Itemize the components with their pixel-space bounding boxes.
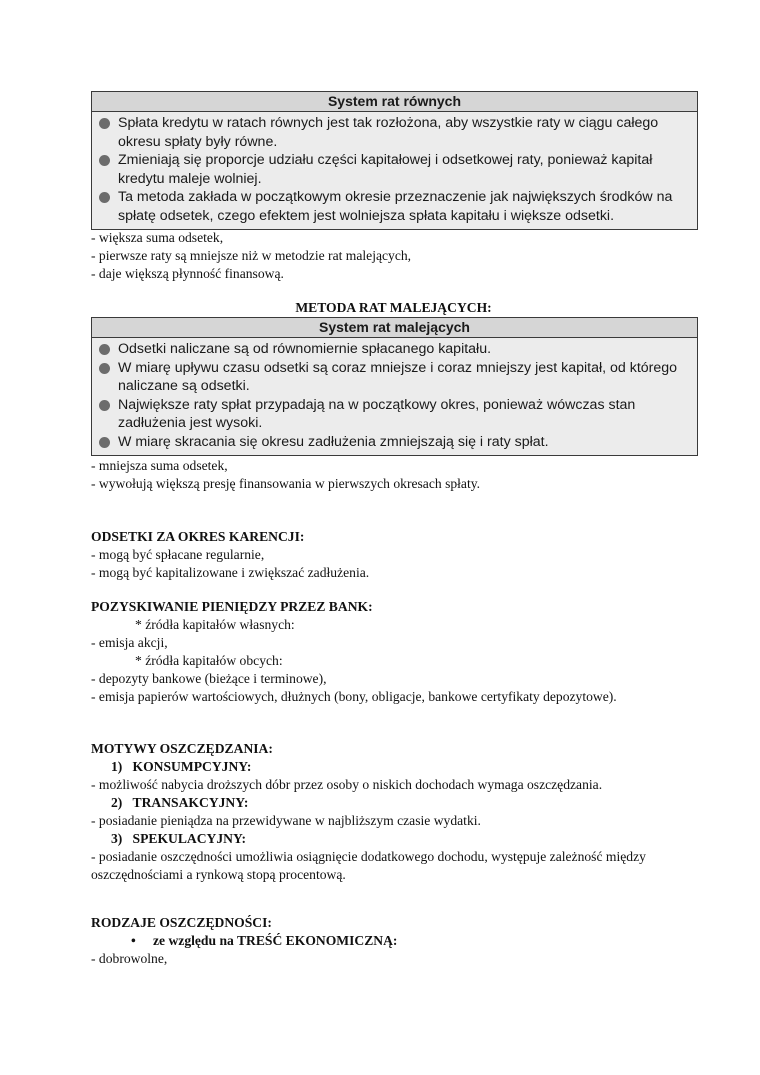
heading-malejace: METODA RAT MALEJĄCYCH: [295, 300, 492, 315]
note-line: - daje większą płynność finansową. [91, 266, 284, 281]
motive-number: 1) [111, 759, 123, 774]
box-list [92, 338, 697, 455]
box-item [98, 359, 691, 396]
box-item-text: W miarę upływu czasu odsetki są coraz mniejsze i coraz mniejszy jest kapitał, od którego naliczane są odsetki. [118, 359, 678, 394]
bullet-icon: • [131, 933, 136, 948]
section-heading: ODSETKI ZA OKRES KARENCJI: [91, 529, 305, 544]
section-karencja [91, 528, 701, 582]
box-item-text: W miarę skracania się okresu zadłużenia zmniejszają się i raty spłat. [118, 433, 549, 450]
section-bank [91, 598, 701, 706]
section-motywy [91, 740, 701, 884]
bullet-subheading [91, 932, 701, 950]
motive-name: TRANSAKCYJNY: [132, 795, 249, 810]
note-line: - emisja papierów wartościowych, dłużnych (bony, obligacje, bankowe certyfikaty depozytowe). [91, 689, 617, 704]
note-line: - dobrowolne, [91, 951, 168, 966]
section-heading: POZYSKIWANIE PIENIĘDZY PRZEZ BANK: [91, 599, 373, 614]
motive-number: 2) [111, 795, 123, 810]
note-line: - większa suma odsetek, [91, 230, 224, 245]
box-rowne-raty [91, 91, 698, 230]
section-heading: RODZAJE OSZCZĘDNOŚCI: [91, 915, 272, 930]
box-item-text: Spłata kredytu w ratach równych jest tak rozłożona, aby wszystkie raty w ciągu całego okresu spłaty były równe. [118, 115, 659, 150]
motive-number: 3) [111, 831, 123, 846]
box-item-text: Odsetki naliczane są od równomiernie spłacanego kapitału. [118, 341, 492, 357]
note-line: - emisja akcji, [91, 635, 168, 650]
bullet-dot-icon [99, 118, 110, 129]
bullet-dot-icon [99, 344, 110, 355]
motive-title [91, 758, 701, 776]
bullet-dot-icon [99, 400, 110, 411]
motive-desc: - możliwość nabycia droższych dóbr przez osoby o niskich dochodach wymaga oszczędzania. [91, 777, 603, 792]
motive-title [91, 794, 701, 812]
bullet-dot-icon [99, 363, 110, 374]
motive-name: SPEKULACYJNY: [132, 831, 247, 846]
box-item [98, 114, 691, 151]
note-line: - depozyty bankowe (bieżące i terminowe), [91, 671, 327, 686]
source-label: * źródła kapitałów własnych: [135, 617, 295, 632]
box-item [98, 396, 691, 433]
motive-title [91, 830, 701, 848]
rowne-notes [91, 229, 701, 283]
box-title: System rat malejących [92, 318, 697, 338]
motive-desc: - posiadanie oszczędności umożliwia osiągnięcie dodatkowego dochodu, występuje zależność między oszczędnościami a rynkową stopą procentową. [91, 849, 646, 882]
source-label: * źródła kapitałów obcych: [135, 653, 283, 668]
box-list [92, 112, 697, 229]
section-rodzaje [91, 914, 701, 968]
note-line: - mogą być spłacane regularnie, [91, 547, 265, 562]
note-line: - pierwsze raty są mniejsze niż w metodzie rat malejących, [91, 248, 412, 263]
note-line: - mogą być kapitalizowane i zwiększać zadłużenia. [91, 565, 370, 580]
box-item [98, 433, 691, 452]
box-item-text: Największe raty spłat przypadają na w początkowy okres, ponieważ wówczas stan zadłużenia jest wysoki. [118, 396, 636, 431]
box-item [98, 340, 691, 359]
bullet-dot-icon [99, 192, 110, 203]
box-malejace-raty [91, 317, 698, 456]
section-heading: MOTYWY OSZCZĘDZANIA: [91, 741, 273, 756]
malejace-notes [91, 457, 701, 493]
box-item-text: Zmieniają się proporcje udziału części kapitałowej i odsetkowej raty, ponieważ kapitał kredytu maleje wolniej. [118, 152, 653, 187]
box-item [98, 188, 691, 225]
note-line: - wywołują większą presję finansowania w pierwszych okresach spłaty. [91, 476, 481, 491]
box-item [98, 151, 691, 188]
bullet-dot-icon [99, 155, 110, 166]
motive-name: KONSUMPCYJNY: [132, 759, 252, 774]
box-title: System rat równych [92, 92, 697, 112]
subheading-text: ze względu na TREŚĆ EKONOMICZNĄ: [153, 933, 398, 948]
motive-desc: - posiadanie pieniądza na przewidywane w najbliższym czasie wydatki. [91, 813, 481, 828]
bullet-dot-icon [99, 437, 110, 448]
note-line: - mniejsza suma odsetek, [91, 458, 228, 473]
box-item-text: Ta metoda zakłada w początkowym okresie przeznaczenie jak największych środków na spłatę odsetek, czego efektem jest wolniejsza spłata kapitału i większe odsetki. [118, 189, 673, 224]
